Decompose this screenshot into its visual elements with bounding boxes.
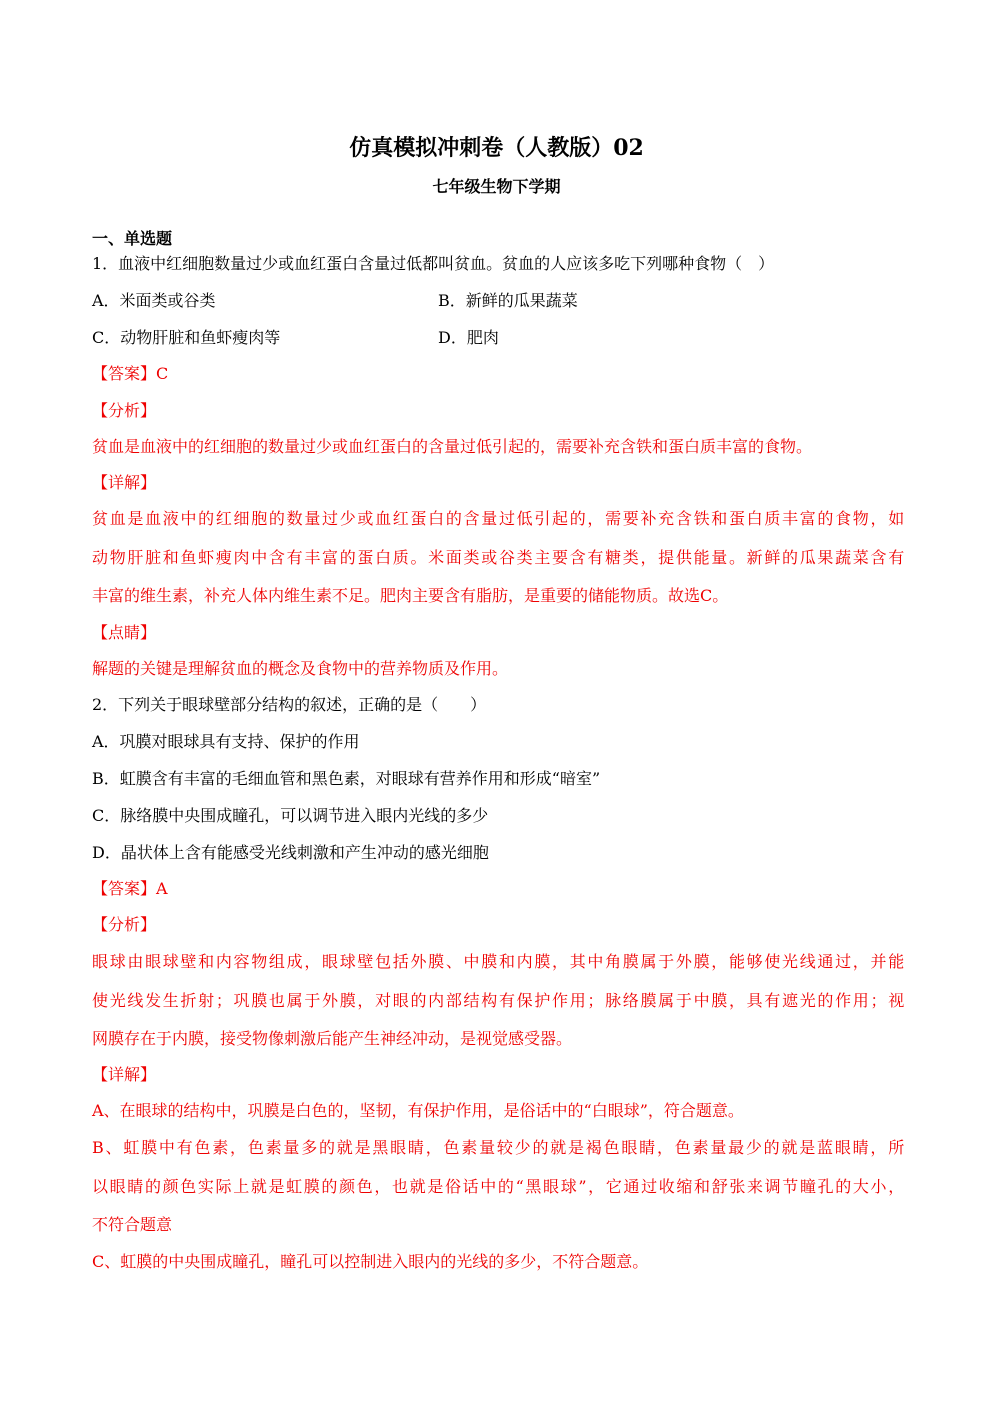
page-title: 仿真模拟冲刺卷（人教版）02 bbox=[349, 135, 644, 161]
q2-detail-line: B、虹膜中有色素，色素量多的就是黑眼睛，色素量较少的就是褐色眼睛，色素量最少的就是蓝眼睛，所 bbox=[92, 1138, 904, 1157]
q2-option-b: B．虹膜含有丰富的毛细血管和黑色素，对眼球有营养作用和形成“暗室” bbox=[92, 769, 601, 788]
q1-analysis-label: 【分析】 bbox=[92, 401, 157, 420]
q2-analysis-label: 【分析】 bbox=[92, 915, 157, 934]
q1-option-b: B．新鲜的瓜果蔬菜 bbox=[438, 291, 578, 310]
q1-option-a: A．米面类或谷类 bbox=[92, 291, 216, 310]
q2-stem: 2．下列关于眼球壁部分结构的叙述，正确的是（ ） bbox=[92, 695, 487, 714]
q2-detail-label: 【详解】 bbox=[92, 1065, 157, 1084]
q2-detail-line: 以眼睛的颜色实际上就是虹膜的颜色，也就是俗话中的“黑眼球”，它通过收缩和舒张来调节瞳孔的大小， bbox=[92, 1177, 904, 1196]
q2-answer: 【答案】A bbox=[92, 879, 168, 898]
q2-analysis-line: 眼球由眼球壁和内容物组成，眼球壁包括外膜、中膜和内膜，其中角膜属于外膜，能够使光线通过，并能 bbox=[92, 952, 904, 971]
q2-analysis-line: 网膜存在于内膜，接受物像刺激后能产生神经冲动，是视觉感受器。 bbox=[92, 1029, 573, 1048]
q1-analysis-text: 贫血是血液中的红细胞的数量过少或血红蛋白的含量过低引起的，需要补充含铁和蛋白质丰富的食物。 bbox=[92, 437, 813, 456]
page-subtitle: 七年级生物下学期 bbox=[432, 177, 561, 196]
q2-option-c: C．脉络膜中央围成瞳孔，可以调节进入眼内光线的多少 bbox=[92, 806, 489, 825]
q1-detail-label: 【详解】 bbox=[92, 473, 157, 492]
q1-detail-line: 贫血是血液中的红细胞的数量过少或血红蛋白的含量过低引起的，需要补充含铁和蛋白质丰富的食物，如 bbox=[92, 509, 904, 528]
q2-option-d: D．晶状体上含有能感受光线刺激和产生冲动的感光细胞 bbox=[92, 843, 489, 862]
section-heading: 一、单选题 bbox=[92, 229, 173, 248]
q1-comment-label: 【点睛】 bbox=[92, 623, 157, 642]
q2-option-a: A．巩膜对眼球具有支持、保护的作用 bbox=[92, 732, 360, 751]
q1-comment-text: 解题的关键是理解贫血的概念及食物中的营养物质及作用。 bbox=[92, 659, 509, 678]
q2-analysis-line: 使光线发生折射；巩膜也属于外膜，对眼的内部结构有保护作用；脉络膜属于中膜，具有遮光的作用；视 bbox=[92, 991, 904, 1010]
q1-option-d: D．肥肉 bbox=[438, 328, 499, 347]
q1-detail-line: 动物肝脏和鱼虾瘦肉中含有丰富的蛋白质。米面类或谷类主要含有糖类，提供能量。新鲜的瓜果蔬菜含有 bbox=[92, 548, 904, 567]
q1-stem: 1．血液中红细胞数量过少或血红蛋白含量过低都叫贫血。贫血的人应该多吃下列哪种食物（ ） bbox=[92, 254, 775, 273]
q2-detail-line: A、在眼球的结构中，巩膜是白色的，坚韧，有保护作用，是俗话中的“白眼球”，符合题意。 bbox=[92, 1101, 744, 1120]
q1-detail-line: 丰富的维生素，补充人体内维生素不足。肥肉主要含有脂肪，是重要的储能物质。故选C。 bbox=[92, 586, 729, 605]
q1-option-c: C．动物肝脏和鱼虾瘦肉等 bbox=[92, 328, 281, 347]
q1-answer: 【答案】C bbox=[92, 364, 169, 383]
q2-detail-line: C、虹膜的中央围成瞳孔，瞳孔可以控制进入眼内的光线的多少，不符合题意。 bbox=[92, 1252, 649, 1271]
q2-detail-line: 不符合题意 bbox=[92, 1215, 173, 1234]
